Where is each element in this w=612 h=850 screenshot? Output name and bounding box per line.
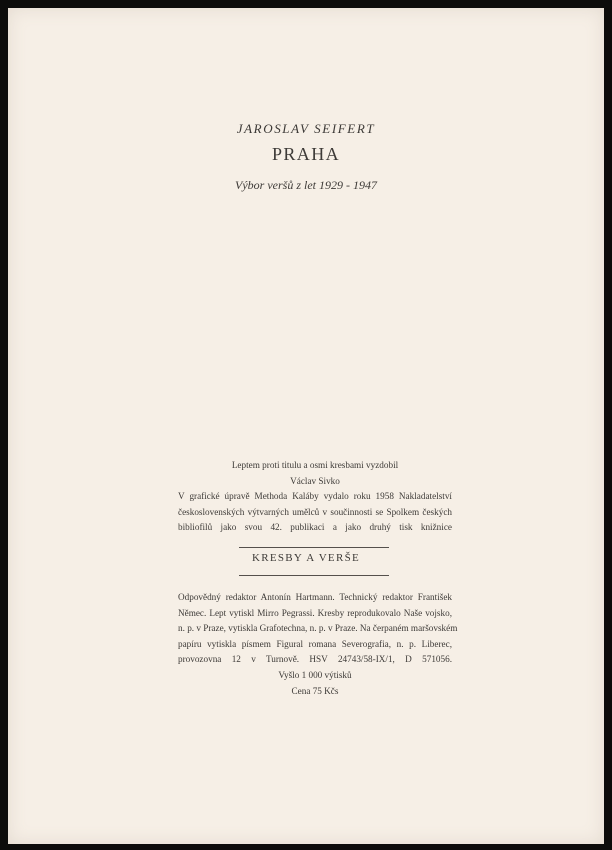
- colophon-line: n. p. v Praze, vytiskla Grafotechna, n. p. v Praze. Na čerpaném maršovském: [178, 623, 458, 634]
- book-page: [8, 8, 604, 844]
- colophon-line: Leptem proti titulu a osmi kresbami vyzdobil: [231, 460, 399, 470]
- colophon-line: Němec. Lept vytiskl Mirro Pegrassi. Kresby reprodukovalo Naše vojsko,: [178, 607, 452, 618]
- colophon-line: V grafické úpravě Methoda Kaláby vydalo roku 1958 Nakladatelství: [178, 491, 452, 502]
- colophon-line: Václav Sivko: [290, 475, 340, 486]
- author-name: JAROSLAV SEIFERT: [236, 121, 376, 136]
- book-subtitle: Výbor veršů z let 1929 - 1947: [235, 178, 377, 192]
- colophon-line: Vyšlo 1 000 výtisků: [278, 669, 352, 680]
- colophon-line: papíru vytiskla písmem Figural romana Severografia, n. p. Liberec,: [178, 638, 452, 649]
- divider-bottom: [239, 575, 389, 576]
- divider-top: [239, 547, 389, 548]
- colophon-line: československých výtvarných umělců v součinnosti se Spolkem českých: [178, 506, 452, 517]
- colophon-bottom: [178, 590, 458, 699]
- colophon-line: Odpovědný redaktor Antonín Hartmann. Technický redaktor František: [178, 592, 452, 602]
- book-title: PRAHA: [271, 144, 340, 164]
- colophon-line: provozovna 12 v Turnově. HSV 24743/58-IX/1, D 571056.: [178, 654, 452, 665]
- colophon-line: bibliofilů jako svou 42. publikaci a jako druhý tisk knižnice: [178, 522, 452, 533]
- colophon-line: Cena 75 Kčs: [291, 685, 339, 696]
- colophon-top: [178, 458, 452, 536]
- series-title: KRESBY A VERŠE: [251, 552, 361, 564]
